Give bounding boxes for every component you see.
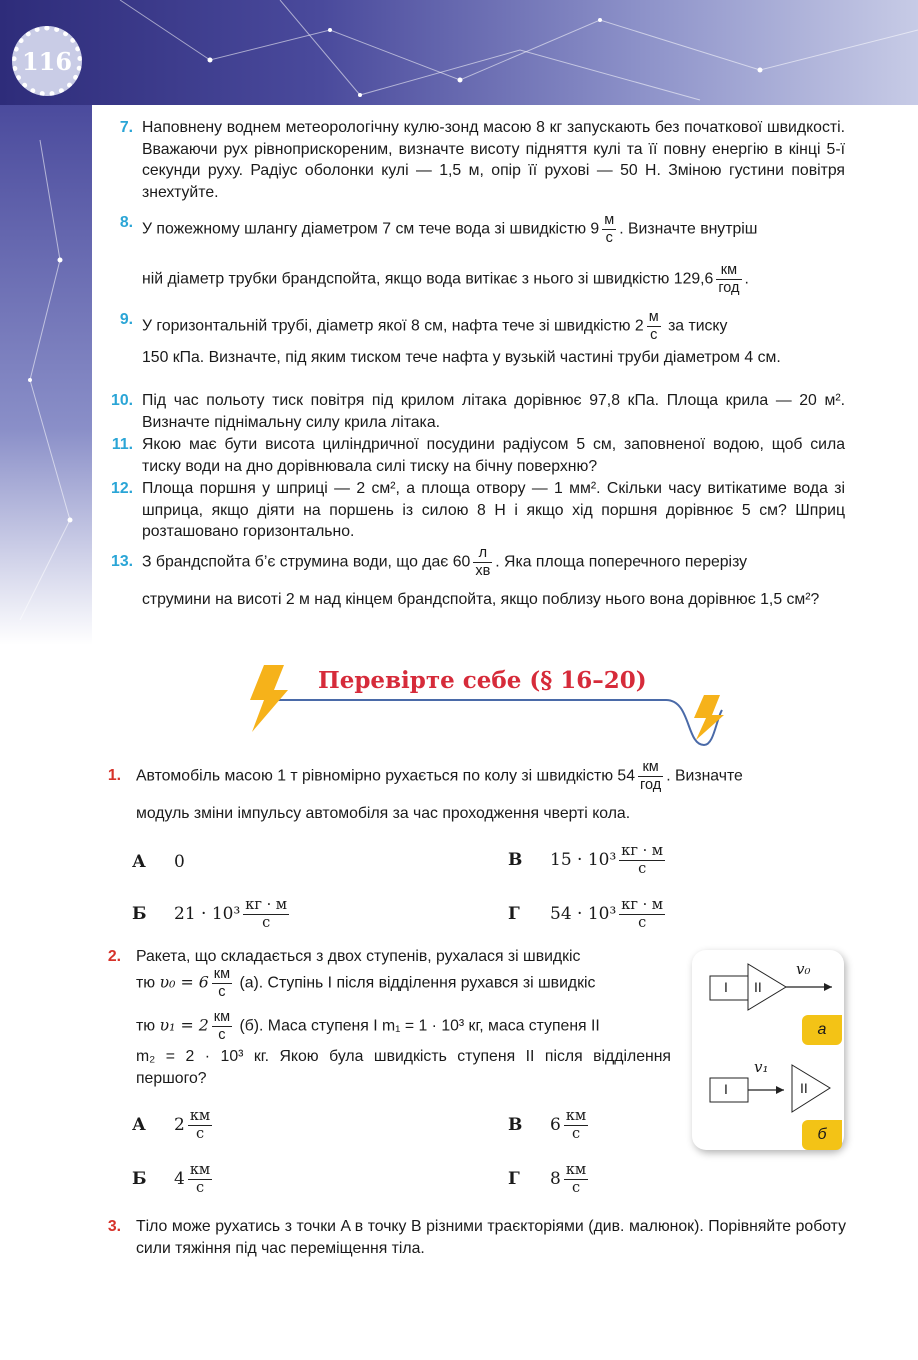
figure-label-b: б (802, 1120, 842, 1150)
question-text: модуль зміни імпульсу автомобіля за час проходження чверті кола. (136, 805, 631, 822)
answer-option[interactable]: В 6 $\frac{км}{с}$ (508, 1108, 587, 1142)
answer-option[interactable]: Г 8 $\frac{км}{с}$ (508, 1162, 587, 1196)
lightning-icon (694, 695, 724, 740)
question-number: 2. (107, 948, 121, 965)
unit-fraction: $\frac{км}{\text{год}}$ (640, 759, 662, 793)
problem-text: ній діаметр трубки брандспойта, якщо вода витікає з нього зі швидкістю 129,6 $\frac{км}{\text{год}}$ . (142, 262, 749, 296)
stage-1-label: I (724, 1081, 728, 1097)
problem-text: Під час польоту тиск повітря під крилом літака дорівнює 97,8 кПа. Площа крила — 20 м². Визначте піднімальну силу крила літака. (142, 392, 845, 431)
question-text: тю υ₁ = 2 $\frac{км}{с}$ (б). Маса ступеня І m₁ = 1 · 10³ кг, маса ступеня ІІ (136, 1009, 600, 1043)
velocity-1-label: v₁ (754, 1058, 769, 1076)
problem-text: струмини на висоті 2 м над кінцем брандспойта, якщо поблизу нього вона дорівнює 1,5 см²? (142, 591, 820, 608)
unit-fraction: $\frac{км}{\text{год}}$ (718, 262, 740, 296)
velocity-0-label: v₀ (796, 960, 811, 978)
problem-number: 7. (119, 119, 133, 136)
rocket-figure (692, 950, 844, 1150)
question-text: Автомобіль масою 1 т рівномірно рухається по колу зі швидкістю 54 $\frac{км}{\text{год}}$ . Визначте (136, 759, 743, 793)
question-text: m₂ = 2 · 10³ кг. Якою була швидкість ступеня ІІ після відділення першого? (136, 1048, 671, 1087)
problem-number: 10. (111, 392, 133, 409)
answer-option[interactable]: Б 4 $\frac{км}{с}$ (132, 1162, 211, 1196)
unit-fraction: $\frac{кг \cdot м}{с}$ (621, 897, 664, 931)
question-text: Ракета, що складається з двох ступенів, рухалася зі швидкіс (136, 948, 581, 965)
unit-fraction: $\frac{кг \cdot м}{с}$ (621, 843, 664, 877)
problem-number: 13. (111, 553, 133, 570)
answer-option[interactable]: А 0 (132, 852, 185, 872)
unit-fraction: $\frac{км}{с}$ (189, 1108, 211, 1142)
unit-fraction: $\frac{кг \cdot м}{с}$ (245, 897, 288, 931)
unit-fraction: $\frac{км}{с}$ (565, 1162, 587, 1196)
question-text: тю υ₀ = 6 $\frac{км}{с}$ (а). Ступінь І після відділення рухався зі швидкіс (136, 966, 596, 1000)
figure-label-a: а (802, 1015, 842, 1045)
answer-option[interactable]: В 15 · 10³ $\frac{кг \cdot м}{с}$ (508, 843, 664, 877)
problem-number: 9. (119, 311, 133, 328)
problem-number: 12. (111, 480, 133, 497)
answer-option[interactable]: Б 21 · 10³ $\frac{кг \cdot м}{с}$ (132, 897, 288, 931)
problem-text: У горизонтальній трубі, діаметр якої 8 см, нафта тече зі швидкістю 2 $\frac{м}{с}$ за тиску (142, 309, 728, 343)
problem-text: 150 кПа. Визначте, під яким тиском тече нафта у вузькій частині труби діаметром 4 см. (142, 349, 781, 366)
page-number: 116 (12, 26, 82, 96)
question-text: Тіло може рухатись з точки A в точку B різними траєкторіями (див. малюнок). Порівняйте роботу сили тяжіння під час переміщення тіла. (136, 1218, 846, 1257)
unit-fraction: $\frac{м}{с}$ (648, 309, 659, 343)
stage-2-label: II (800, 1080, 808, 1096)
answer-option[interactable]: А 2 $\frac{км}{с}$ (132, 1108, 211, 1142)
problem-number: 11. (111, 436, 133, 453)
unit-fraction: $\frac{км}{с}$ (213, 966, 231, 1000)
problem-text: У пожежному шлангу діаметром 7 см тече вода зі швидкістю 9 $\frac{м}{с}$ . Визначте внутріш (142, 212, 758, 246)
section-title: Перевірте себе (§ 16–20) (318, 667, 647, 694)
problem-text: Площа поршня у шприці — 2 см², а площа отвору — 1 мм². Скільки часу витікатиме вода зі шприца, якщо діяти на поршень із силою 8 Н і якщо хід поршня дорівнює 5 см? Шприц розташовано горизонтально. (142, 480, 845, 540)
problem-number: 8. (119, 214, 133, 231)
unit-fraction: $\frac{км}{с}$ (565, 1108, 587, 1142)
question-number: 1. (107, 767, 121, 784)
question-number: 3. (107, 1218, 121, 1235)
problem-text: З брандспойта б’є струмина води, що дає 60 $\frac{л}{хв}$ . Яка площа поперечного перерізу (142, 545, 748, 579)
answer-option[interactable]: Г 54 · 10³ $\frac{кг \cdot м}{с}$ (508, 897, 664, 931)
stage-1-label: I (724, 979, 728, 995)
unit-fraction: $\frac{м}{с}$ (604, 212, 615, 246)
unit-fraction: $\frac{км}{с}$ (189, 1162, 211, 1196)
problem-text: Якою має бути висота циліндричної посудини радіусом 5 см, заповненої водою, щоб сила тиску води на дно дорівнювала силі тиску на бічну поверхню? (142, 436, 845, 475)
lightning-icon (250, 665, 288, 732)
unit-fraction: $\frac{л}{хв}$ (475, 545, 491, 579)
problem-text: Наповнену воднем метеорологічну кулю-зонд масою 8 кг запускають без початкової швидкості. Вважаючи рух рівноприскореним, визначте висоту підняття кулі та її повну енергію в кінці 5-ї секунди руху. Радіус оболонки кулі — 1,5 м, опір її рухові — 50 Н. Зміною густини повітря знехтуйте. (142, 119, 845, 201)
stage-2-label: II (754, 979, 762, 995)
unit-fraction: $\frac{км}{с}$ (213, 1009, 231, 1043)
